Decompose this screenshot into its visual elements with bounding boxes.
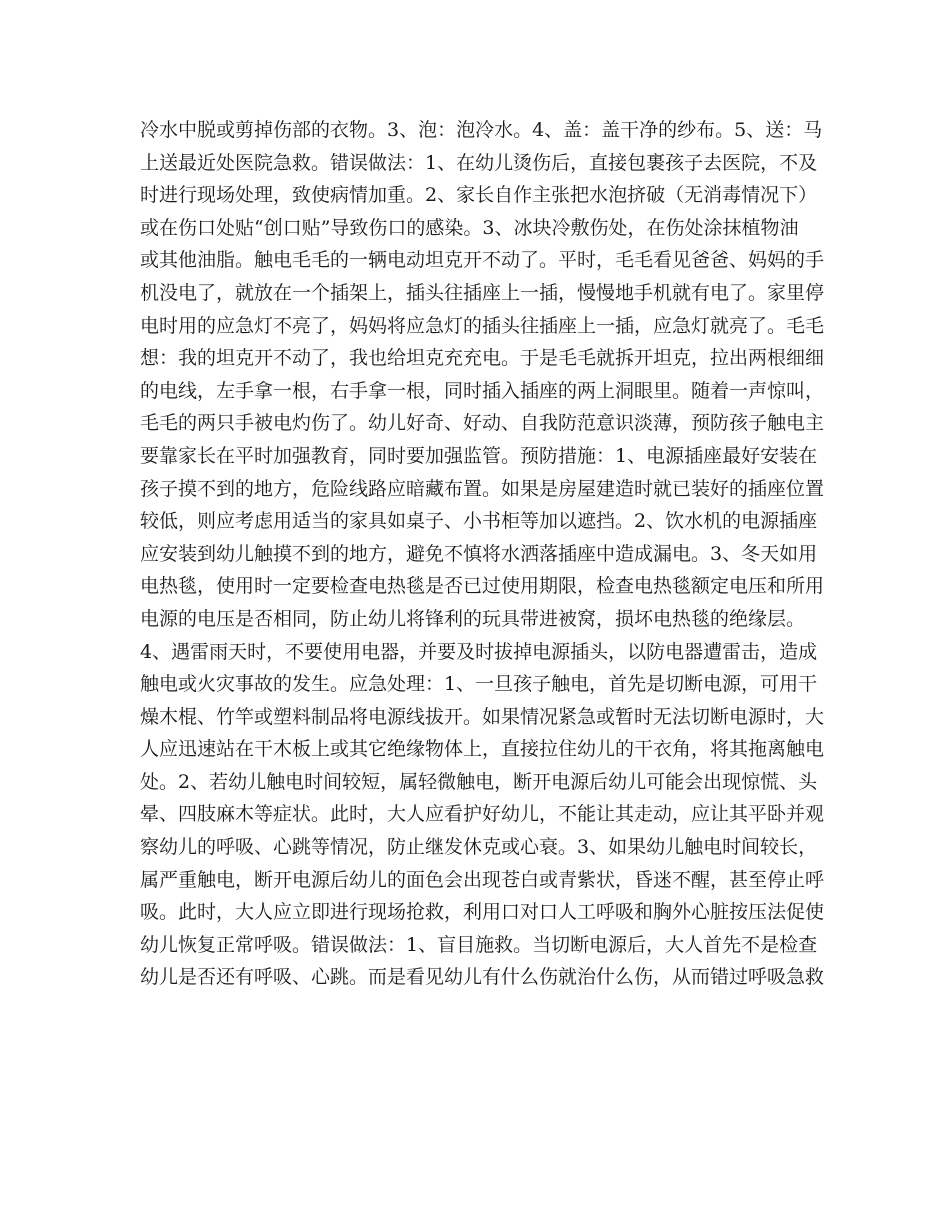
text-line: 4、遇雷雨天时，不要使用电器，并要及时拔掉电源插头，以防电器遭雷击，造成 <box>140 640 818 663</box>
text-line: 吸。此时，大人应立即进行现场抢救，利用口对口人工呼吸和胸外心脏按压法促使 <box>140 901 825 924</box>
text-line: 孩子摸不到的地方，危险线路应暗藏布置。如果是房屋建造时就已装好的插座位置 <box>140 477 825 500</box>
text-line: 处。2、若幼儿触电时间较短，属轻微触电，断开电源后幼儿可能会出现惊慌、头 <box>140 770 818 793</box>
text-line: 电源的电压是否相同，防止幼儿将锋利的玩具带进被窝，损坏电热毯的绝缘层。 <box>140 607 806 630</box>
text-line: 冷水中脱或剪掉伤部的衣物。3、泡：泡冷水。4、盖：盖干净的纱布。5、送：马 <box>140 119 823 141</box>
text-line: 较低，则应考虑用适当的家具如桌子、小书柜等加以遮挡。2、饮水机的电源插座 <box>140 510 818 533</box>
text-line: 的电线，左手拿一根，右手拿一根，同时插入插座的两上洞眼里。随着一声惊叫， <box>140 379 825 402</box>
text-line: 幼儿是否还有呼吸、心跳。而是看见幼儿有什么伤就治什么伤，从而错过呼吸急救 <box>140 966 825 989</box>
text-line: 或其他油脂。触电毛毛的一辆电动坦克开不动了。平时，毛毛看见爸爸、妈妈的手 <box>140 249 825 272</box>
text-line: 想：我的坦克开不动了，我也给坦克充充电。于是毛毛就拆开坦克，拉出两根细细 <box>140 347 825 370</box>
body-text <box>140 114 830 994</box>
text-line: 燥木棍、竹竿或塑料制品将电源线拔开。如果情况紧急或暂时无法切断电源时，大 <box>140 705 825 728</box>
text-line: 或在伤口处贴“创口贴”导致伤口的感染。3、冰块冷敷伤处，在伤处涂抹植物油 <box>140 216 799 239</box>
text-line: 属严重触电，断开电源后幼儿的面色会出现苍白或青紫状，昏迷不醒，甚至停止呼 <box>140 868 825 891</box>
text-line: 应安装到幼儿触摸不到的地方，避免不慎将水洒落插座中造成漏电。3、冬天如用 <box>140 542 818 565</box>
text-line: 幼儿恢复正常呼吸。错误做法：1、盲目施救。当切断电源后，大人首先不是检查 <box>140 933 818 956</box>
text-line: 触电或火灾事故的发生。应急处理：1、一旦孩子触电，首先是切断电源，可用干 <box>140 673 818 696</box>
text-line: 时进行现场处理，致使病情加重。2、家长自作主张把水泡挤破（无消毒情况下） <box>140 184 818 207</box>
text-line: 机没电了，就放在一个插架上，插头往插座上一插，慢慢地手机就有电了。家里停 <box>140 281 825 304</box>
text-line: 上送最近处医院急救。错误做法：1、在幼儿烫伤后，直接包裹孩子去医院，不及 <box>140 151 818 174</box>
text-line: 电时用的应急灯不亮了，妈妈将应急灯的插头往插座上一插，应急灯就亮了。毛毛 <box>140 314 825 337</box>
text-line: 要靠家长在平时加强教育，同时要加强监管。预防措施：1、电源插座最好安装在 <box>140 444 818 467</box>
text-line: 毛毛的两只手被电灼伤了。幼儿好奇、好动、自我防范意识淡薄，预防孩子触电主 <box>140 412 825 435</box>
text-line: 电热毯，使用时一定要检查电热毯是否已过使用期限，检查电热毯额定电压和所用 <box>140 575 825 598</box>
text-line: 晕、四肢麻木等症状。此时，大人应看护好幼儿，不能让其走动，应让其平卧并观 <box>140 803 825 826</box>
text-line: 人应迅速站在干木板上或其它绝缘物体上，直接拉住幼儿的干衣角，将其拖离触电 <box>140 738 825 761</box>
text-line: 察幼儿的呼吸、心跳等情况，防止继发休克或心衰。3、如果幼儿触电时间较长， <box>140 836 818 859</box>
